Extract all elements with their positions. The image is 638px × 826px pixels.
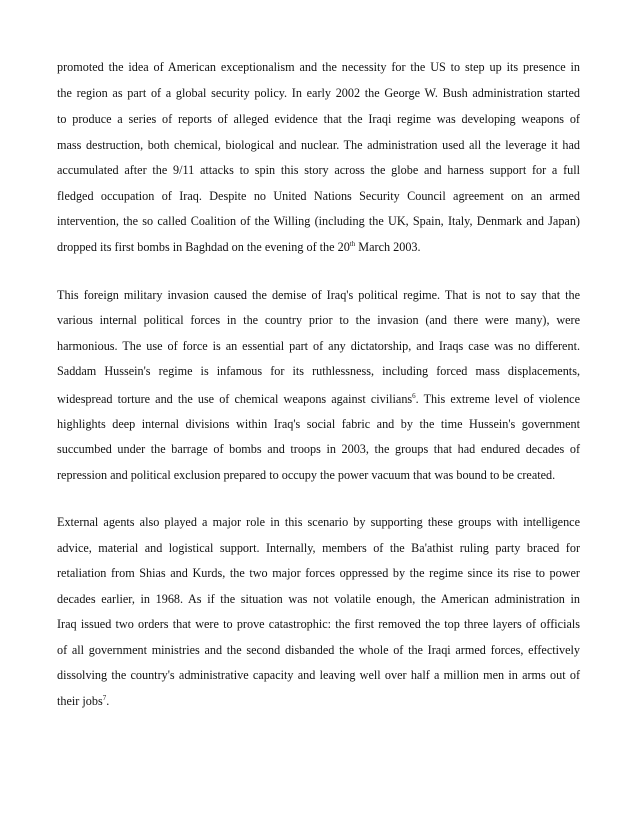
text-line: their jobs$^7$. <box>57 694 110 708</box>
text-line: of all government ministries and the second disbanded the whole of the Iraqi armed forces, effectively <box>57 643 580 657</box>
text-line: widespread torture and the use of chemical weapons against civilians$^6$. This extreme level of violence <box>57 392 581 406</box>
text-line: various internal political forces in the country prior to the invasion (and there were many), were <box>57 313 580 327</box>
text-line: accumulated after the 9/11 attacks to spin this story across the globe and harness support for a full <box>57 163 580 177</box>
text-line: harmonious. The use of force is an essential part of any dictatorship, and Iraqs case was no different. <box>57 339 580 353</box>
text-line: to produce a series of reports of alleged evidence that the Iraqi regime was developing weapons of <box>57 112 580 126</box>
footnote-ref-7[interactable]: 7 <box>102 694 107 702</box>
text-line: This foreign military invasion caused the demise of Iraq's political regime. That is not to say that the <box>57 288 580 302</box>
text-line: retaliation from Shias and Kurds, the two major forces oppressed by the regime since its rise to power <box>57 566 580 580</box>
text-line: mass destruction, both chemical, biological and nuclear. The administration used all the leverage it had <box>57 138 580 152</box>
text-line: promoted the idea of American exceptionalism and the necessity for the US to step up its presence in <box>57 60 580 74</box>
text-line: intervention, the so called Coalition of the Willing (including the UK, Spain, Italy, Denmark and Japan) <box>57 214 580 228</box>
text-line: advice, material and logistical support. Internally, members of the Ba'athist ruling party braced for <box>57 541 580 555</box>
text-line: Saddam Hussein's regime is infamous for its ruthlessness, including forced mass displacements, <box>57 364 580 378</box>
text-line: dropped its first bombs in Baghdad on the evening of the 20th March 2003. <box>57 240 421 254</box>
superscript: th <box>349 240 356 248</box>
text-line: highlights deep internal divisions within Iraq's social fabric and by the time Hussein's government <box>57 417 580 431</box>
text-line: fledged occupation of Iraq. Despite no United Nations Security Council agreement on an armed <box>57 189 580 203</box>
text-line: External agents also played a major role in this scenario by supporting these groups with intelligence <box>57 515 580 529</box>
text-line: dissolving the country's administrative capacity and leaving well over half a million men in arms out of <box>57 668 580 682</box>
text-line: succumbed under the barrage of bombs and troops in 2003, the groups that had endured decades of <box>57 442 580 456</box>
text-line: the region as part of a global security policy. In early 2002 the George W. Bush administration started <box>57 86 580 100</box>
text-line: repression and political exclusion prepared to occupy the power vacuum that was bound to be created. <box>57 468 556 482</box>
footnote-ref-6[interactable]: 6 <box>412 392 416 400</box>
text-line: decades earlier, in 1968. As if the situation was not volatile enough, the American administration in <box>57 592 580 606</box>
text-line: Iraq issued two orders that were to prove catastrophic: the first removed the top three layers of officials <box>57 617 580 631</box>
